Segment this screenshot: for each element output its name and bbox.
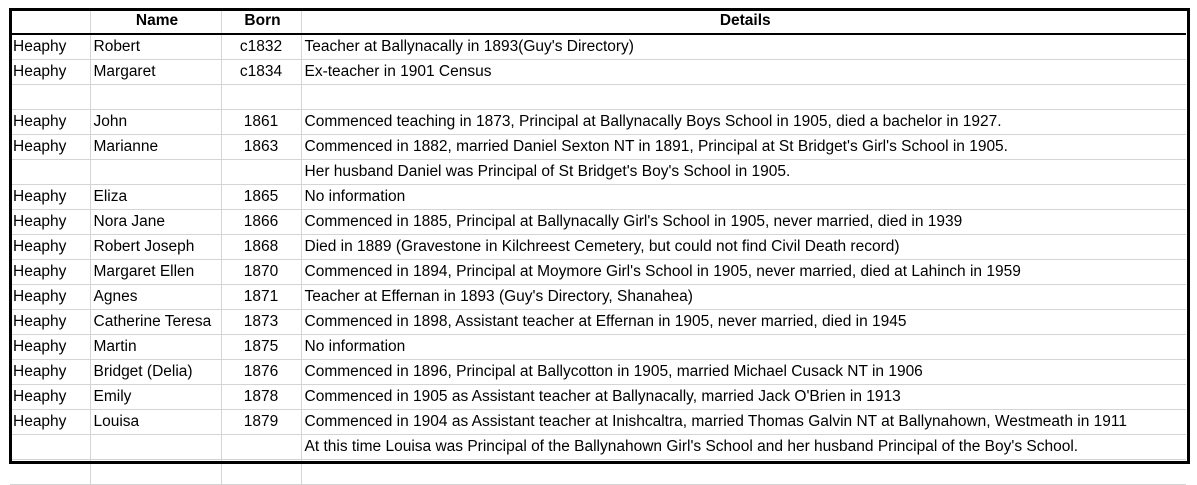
- cell-born[interactable]: 1870: [221, 260, 301, 285]
- teachers-table: [10, 9, 1186, 485]
- cell-born[interactable]: 1863: [221, 135, 301, 160]
- table-row: [10, 110, 1186, 135]
- cell-born[interactable]: [221, 85, 301, 110]
- cell-surname[interactable]: Heaphy: [10, 210, 90, 235]
- header-name[interactable]: Name: [90, 9, 221, 34]
- cell-born[interactable]: 1878: [221, 385, 301, 410]
- cell-name[interactable]: Catherine Teresa: [90, 310, 221, 335]
- cell-details[interactable]: Commenced in 1882, married Daniel Sexton NT in 1891, Principal at St Bridget's Girl's School in 1905.: [301, 135, 1186, 160]
- cell-details[interactable]: Commenced in 1885, Principal at Ballynacally Girl's School in 1905, never married, died in 1939: [301, 210, 1186, 235]
- cell-name[interactable]: [90, 160, 221, 185]
- cell-name[interactable]: Martin: [90, 335, 221, 360]
- table-row: [10, 335, 1186, 360]
- cell-surname[interactable]: Heaphy: [10, 360, 90, 385]
- cell-details[interactable]: Died in 1889 (Gravestone in Kilchreest Cemetery, but could not find Civil Death record): [301, 235, 1186, 260]
- table-body: [10, 34, 1186, 485]
- cell-surname[interactable]: Heaphy: [10, 285, 90, 310]
- cell-details[interactable]: Commenced in 1905 as Assistant teacher at Ballynacally, married Jack O'Brien in 1913: [301, 385, 1186, 410]
- cell-surname[interactable]: Heaphy: [10, 135, 90, 160]
- cell-born[interactable]: 1868: [221, 235, 301, 260]
- cell-surname[interactable]: [10, 160, 90, 185]
- table-row: [10, 34, 1186, 60]
- table-row: [10, 410, 1186, 435]
- cell-name[interactable]: Agnes: [90, 285, 221, 310]
- table-row: [10, 285, 1186, 310]
- header-row: [10, 9, 1186, 34]
- table-row: [10, 85, 1186, 110]
- cell-born[interactable]: [221, 460, 301, 485]
- header-surname[interactable]: [10, 9, 90, 34]
- cell-surname[interactable]: Heaphy: [10, 410, 90, 435]
- cell-name[interactable]: [90, 435, 221, 460]
- cell-born[interactable]: 1871: [221, 285, 301, 310]
- cell-surname[interactable]: [10, 460, 90, 485]
- cell-name[interactable]: Robert: [90, 34, 221, 60]
- table-row: [10, 310, 1186, 335]
- cell-details[interactable]: [301, 85, 1186, 110]
- cell-born[interactable]: 1861: [221, 110, 301, 135]
- cell-name[interactable]: Margaret Ellen: [90, 260, 221, 285]
- cell-details[interactable]: Her husband Daniel was Principal of St Bridget's Boy's School in 1905.: [301, 160, 1186, 185]
- cell-name[interactable]: Robert Joseph: [90, 235, 221, 260]
- table-row: [10, 360, 1186, 385]
- cell-details[interactable]: Ex-teacher in 1901 Census: [301, 60, 1186, 85]
- cell-surname[interactable]: Heaphy: [10, 60, 90, 85]
- cell-details[interactable]: Commenced in 1904 as Assistant teacher at Inishcaltra, married Thomas Galvin NT at Ballynahown, Westmeath in 1911: [301, 410, 1186, 435]
- cell-name[interactable]: Bridget (Delia): [90, 360, 221, 385]
- cell-details[interactable]: At this time Louisa was Principal of the Ballynahown Girl's School and her husband Principal of the Boy's School.: [301, 435, 1186, 460]
- table-row: [10, 135, 1186, 160]
- cell-details[interactable]: Teacher at Effernan in 1893 (Guy's Directory, Shanahea): [301, 285, 1186, 310]
- table-row: [10, 160, 1186, 185]
- cell-details[interactable]: Commenced in 1894, Principal at Moymore Girl's School in 1905, never married, died at Lahinch in 1959: [301, 260, 1186, 285]
- table-row: [10, 210, 1186, 235]
- cell-surname[interactable]: [10, 85, 90, 110]
- cell-name[interactable]: Marianne: [90, 135, 221, 160]
- cell-born[interactable]: 1866: [221, 210, 301, 235]
- cell-details[interactable]: Commenced teaching in 1873, Principal at Ballynacally Boys School in 1905, died a bachelor in 1927.: [301, 110, 1186, 135]
- cell-details[interactable]: Commenced in 1896, Principal at Ballycotton in 1905, married Michael Cusack NT in 1906: [301, 360, 1186, 385]
- table-row: [10, 435, 1186, 460]
- cell-born[interactable]: 1879: [221, 410, 301, 435]
- cell-details[interactable]: No information: [301, 185, 1186, 210]
- cell-name[interactable]: [90, 460, 221, 485]
- cell-name[interactable]: Nora Jane: [90, 210, 221, 235]
- cell-surname[interactable]: Heaphy: [10, 260, 90, 285]
- cell-born[interactable]: c1832: [221, 34, 301, 60]
- table-row: [10, 185, 1186, 210]
- cell-born[interactable]: c1834: [221, 60, 301, 85]
- table-row: [10, 235, 1186, 260]
- cell-name[interactable]: [90, 85, 221, 110]
- cell-name[interactable]: Emily: [90, 385, 221, 410]
- cell-born[interactable]: [221, 435, 301, 460]
- table-row: [10, 260, 1186, 285]
- cell-name[interactable]: Margaret: [90, 60, 221, 85]
- cell-born[interactable]: 1865: [221, 185, 301, 210]
- header-born[interactable]: Born: [221, 9, 301, 34]
- cell-born[interactable]: 1873: [221, 310, 301, 335]
- cell-name[interactable]: John: [90, 110, 221, 135]
- cell-born[interactable]: 1875: [221, 335, 301, 360]
- cell-details[interactable]: Commenced in 1898, Assistant teacher at Effernan in 1905, never married, died in 1945: [301, 310, 1186, 335]
- cell-name[interactable]: Eliza: [90, 185, 221, 210]
- cell-surname[interactable]: [10, 435, 90, 460]
- table-row: [10, 385, 1186, 410]
- cell-surname[interactable]: Heaphy: [10, 235, 90, 260]
- cell-name[interactable]: Louisa: [90, 410, 221, 435]
- cell-details[interactable]: Teacher at Ballynacally in 1893(Guy's Directory): [301, 34, 1186, 60]
- cell-born[interactable]: 1876: [221, 360, 301, 385]
- cell-surname[interactable]: Heaphy: [10, 34, 90, 60]
- cell-surname[interactable]: Heaphy: [10, 110, 90, 135]
- cell-details[interactable]: No information: [301, 335, 1186, 360]
- table-row: [10, 60, 1186, 85]
- cell-surname[interactable]: Heaphy: [10, 185, 90, 210]
- cell-born[interactable]: [221, 160, 301, 185]
- cell-surname[interactable]: Heaphy: [10, 385, 90, 410]
- cell-details[interactable]: [301, 460, 1186, 485]
- cell-surname[interactable]: Heaphy: [10, 310, 90, 335]
- table-row: [10, 460, 1186, 485]
- header-details[interactable]: Details: [301, 9, 1186, 34]
- cell-surname[interactable]: Heaphy: [10, 335, 90, 360]
